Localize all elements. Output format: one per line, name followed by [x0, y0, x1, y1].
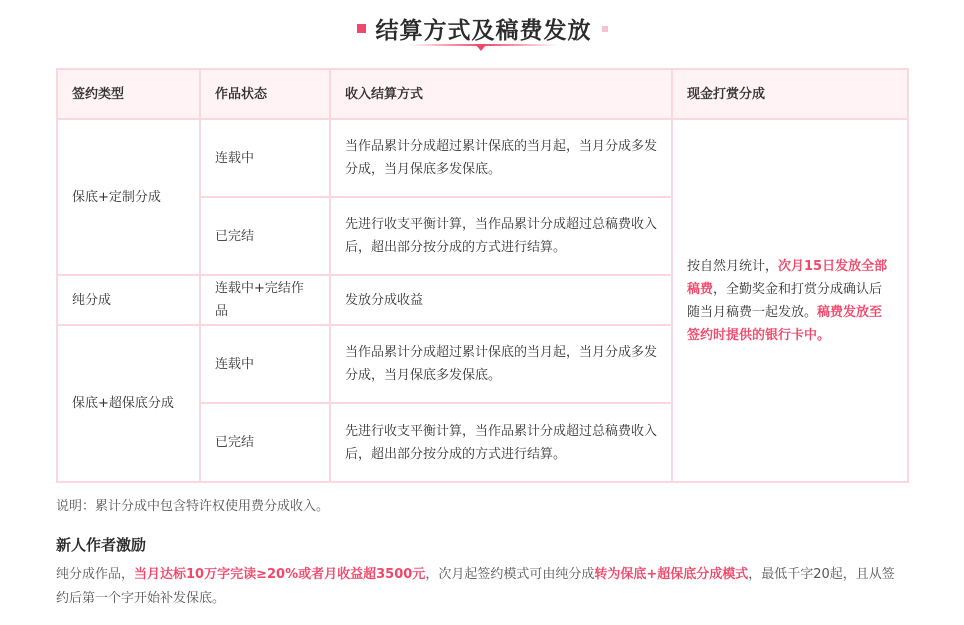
- status-cell: 连载中+完结作品: [200, 275, 330, 325]
- contract-type-cell: 保底+定制分成: [57, 119, 200, 275]
- highlight-text: 次月15日发放全部稿费: [687, 258, 888, 297]
- col-header-settlement-method: 收入结算方式: [330, 69, 672, 119]
- decor-square-icon: [357, 24, 366, 33]
- col-header-contract-type: 签约类型: [57, 69, 200, 119]
- status-cell: 连载中: [200, 325, 330, 403]
- method-cell: 当作品累计分成超过累计保底的当月起，当月分成多发分成，当月保底多发保底。: [330, 119, 672, 197]
- highlight-text: 稿费发放至签约时提供的银行卡中。: [687, 304, 883, 343]
- settlement-table: [56, 68, 909, 483]
- highlight-text: 当月达标10万字完读≥20%或者月收益超3500元: [134, 567, 426, 582]
- section-header: [0, 12, 964, 45]
- title-pointer-icon: [476, 45, 486, 51]
- status-cell: 已完结: [200, 403, 330, 482]
- page-title: 结算方式及稿费发放: [375, 18, 592, 44]
- method-cell: 发放分成收益: [330, 275, 672, 325]
- highlight-text: 转为保底+超保底分成模式: [594, 567, 749, 582]
- method-cell: 先进行收支平衡计算，当作品累计分成超过总稿费收入后，超出部分按分成的方式进行结算。: [330, 403, 672, 482]
- status-cell: 连载中: [200, 119, 330, 197]
- status-cell: 已完结: [200, 197, 330, 275]
- col-header-reward-share: 现金打赏分成: [672, 69, 908, 119]
- reward-cell: 按自然月统计，次月15日发放全部稿费，全勤奖金和打赏分成确认后随当月稿费一起发放。稿费发放至签约时提供的银行卡中。: [672, 119, 908, 482]
- incentive-paragraph: 纯分成作品，当月达标10万字完读≥20%或者月收益超3500元，次月起签约模式可由纯分成转为保底+超保底分成模式，最低千字20起，且从签约后第一个字开始补发保底。: [56, 567, 895, 606]
- method-cell: 当作品累计分成超过累计保底的当月起，当月分成多发分成，当月保底多发保底。: [330, 325, 672, 403]
- method-cell: 先进行收支平衡计算，当作品累计分成超过总稿费收入后，超出部分按分成的方式进行结算。: [330, 197, 672, 275]
- col-header-work-status: 作品状态: [200, 69, 330, 119]
- table-note: 说明：累计分成中包含特许权使用费分成收入。: [56, 499, 330, 514]
- table-header-row: [57, 69, 908, 119]
- incentive-title: 新人作者激励: [56, 536, 147, 554]
- contract-type-cell: 纯分成: [57, 275, 200, 325]
- table-row: [57, 119, 908, 197]
- decor-square-icon: [602, 26, 608, 32]
- contract-type-cell: 保底+超保底分成: [57, 325, 200, 482]
